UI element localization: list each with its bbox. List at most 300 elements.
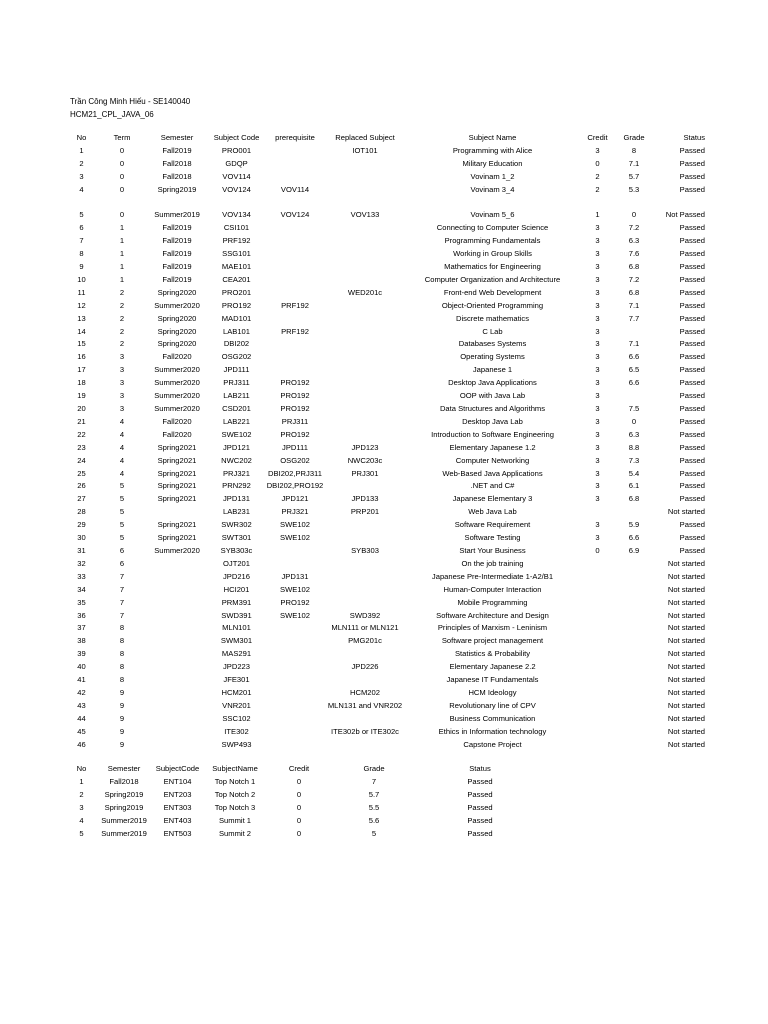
table-cell: .NET and C# (470, 481, 515, 491)
table-cell: 3 (595, 339, 600, 349)
table-cell: 8 (119, 662, 125, 672)
table-cell: Summer2020 (154, 404, 200, 414)
table-cell: Object-Oriented Programming (441, 300, 544, 310)
table-cell: Business Communication (449, 713, 536, 723)
table-cell: JPD131 (281, 571, 309, 581)
table-row (65, 338, 705, 351)
table-cell: JPD121 (222, 442, 251, 452)
table-cell: Software Architecture and Design (436, 610, 549, 620)
table-cell: VNR201 (222, 700, 251, 710)
table-cell: Passed (679, 494, 705, 504)
table-cell: Passed (679, 378, 705, 388)
table-cell: Elementary Japanese 1.2 (449, 442, 536, 452)
table-cell: 2 (79, 158, 84, 168)
table-cell: NWC203c (347, 455, 383, 465)
table-row (65, 364, 705, 377)
table-cell: SWE102 (280, 584, 310, 594)
table-cell: 37 (77, 623, 86, 633)
table-cell: JPD133 (351, 494, 379, 504)
table-cell: 7.6 (628, 249, 640, 259)
table-cell: PRO192 (280, 429, 310, 439)
table-cell: 3 (119, 404, 125, 414)
table-cell: SWD391 (221, 610, 252, 620)
table-cell: 3 (595, 249, 600, 259)
table-cell: Passed (679, 468, 705, 478)
table-cell: 9 (119, 726, 125, 736)
table-cell: Software Testing (464, 533, 521, 543)
table-cell: PRN292 (222, 481, 251, 491)
table-cell: 8 (631, 145, 637, 155)
table-cell: Computer Organization and Architecture (424, 274, 561, 284)
table-cell (615, 326, 653, 339)
table-cell (146, 597, 208, 610)
table-cell (265, 726, 325, 739)
class-code: HCM21_CPL_JAVA_06 (70, 109, 154, 119)
table-cell: Passed (679, 365, 705, 375)
table-row (65, 222, 705, 235)
table-cell: Top Notch 3 (214, 802, 256, 812)
table-cell: 7 (119, 571, 125, 581)
table-cell: CSD201 (222, 404, 251, 414)
table-cell: MAD101 (221, 313, 252, 323)
table-cell: PRJ311 (281, 416, 309, 426)
table-cell (265, 674, 325, 687)
table-cell: PRO201 (221, 287, 252, 297)
table-cell: 3 (595, 313, 600, 323)
table-cell: Passed (679, 262, 705, 272)
table-cell: 18 (77, 378, 86, 388)
table-cell: Desktop Java Lab (462, 416, 523, 426)
table-cell: Passed (679, 184, 705, 194)
table-cell: 6.8 (628, 262, 640, 272)
table-cell: 39 (77, 649, 86, 659)
table-cell: 3 (119, 352, 125, 362)
table-row (65, 661, 705, 674)
table-cell: Passed (679, 533, 705, 543)
table-cell: Fall2018 (162, 158, 192, 168)
table-cell: Spring2019 (157, 184, 197, 194)
table-cell: Human-Computer Interaction (443, 584, 542, 594)
table-cell: 7.7 (628, 313, 640, 323)
table-cell: PRO192 (280, 404, 310, 414)
table-cell (265, 274, 325, 287)
table-cell: 0 (119, 158, 125, 168)
table-row (65, 493, 705, 506)
table-cell: Operating Systems (460, 352, 525, 362)
table-cell: JFE301 (223, 675, 250, 685)
table-cell: 5.9 (628, 520, 640, 530)
table-cell: 5 (119, 494, 125, 504)
table-cell: 4 (79, 815, 84, 825)
table-cell: Passed (679, 416, 705, 426)
table-row (65, 145, 705, 158)
table-row (65, 442, 705, 455)
table-cell: 46 (77, 739, 86, 749)
table-cell: Passed (679, 442, 705, 452)
table-cell: 3 (595, 236, 600, 246)
table-cell: Introduction to Software Engineering (431, 429, 554, 439)
table-cell: Not started (667, 610, 705, 620)
table-cell: VOV134 (222, 210, 251, 220)
table-cell: PRO192 (280, 378, 310, 388)
table-cell: 9 (119, 713, 125, 723)
table-cell: 32 (77, 558, 86, 568)
table-cell: PRO192 (221, 300, 252, 310)
table-cell (325, 184, 405, 197)
table-cell: Fall2020 (162, 416, 192, 426)
table-cell (265, 713, 325, 726)
table-cell: 3 (595, 404, 600, 414)
table-cell: Passed (679, 223, 705, 233)
table-cell (580, 674, 615, 687)
table-row (65, 726, 705, 739)
table-cell: 7.2 (628, 223, 640, 233)
table-cell (580, 700, 615, 713)
table-cell: 3 (119, 391, 125, 401)
table-cell: Passed (679, 404, 705, 414)
table-cell (325, 377, 405, 390)
table-cell (580, 687, 615, 700)
table-cell (265, 261, 325, 274)
table-cell: 2 (119, 326, 125, 336)
column-header: Credit (587, 133, 608, 142)
table-cell: 2 (119, 339, 125, 349)
table-cell: Fall2020 (162, 352, 192, 362)
table-cell (265, 545, 325, 558)
table-cell (615, 622, 653, 635)
table-cell: PRJ321 (222, 468, 251, 478)
table-cell: 6 (119, 545, 125, 555)
table-cell: 12 (77, 300, 86, 310)
table-cell: Summer2019 (101, 815, 147, 825)
table-cell: JPD131 (222, 494, 251, 504)
table-cell: 14 (77, 326, 86, 336)
table-cell: Spring2021 (157, 533, 197, 543)
table-cell: 3 (595, 429, 600, 439)
table-cell: 3 (595, 481, 600, 491)
table-cell: ENT403 (163, 815, 192, 825)
table-cell (265, 145, 325, 158)
table-cell: Statistics & Probability (454, 649, 531, 659)
column-header: Term (113, 133, 131, 142)
table-cell: ENT503 (163, 828, 192, 838)
table-cell (615, 390, 653, 403)
table-row (65, 184, 705, 197)
table-cell: 2 (595, 171, 600, 181)
table-cell: Passed (679, 352, 705, 362)
table-cell: Passed (679, 287, 705, 297)
column-header: No (76, 133, 87, 142)
table-cell (146, 661, 208, 674)
table-cell: Japanese Elementary 3 (452, 494, 533, 504)
table-cell: 26 (77, 481, 86, 491)
table-row (65, 429, 705, 442)
table-cell: Not Passed (665, 210, 705, 220)
table-cell: 3 (595, 326, 600, 336)
table-row (65, 776, 545, 789)
table-cell: 3 (595, 300, 600, 310)
table-cell: 0 (119, 145, 125, 155)
table-cell: SWM301 (220, 636, 253, 646)
table-cell: Summit 1 (218, 815, 252, 825)
table-cell: 5.4 (628, 468, 640, 478)
table-cell: Not started (667, 700, 705, 710)
english-table (65, 763, 545, 840)
table-cell: Not started (667, 687, 705, 697)
table-cell: ENT104 (163, 776, 192, 786)
table-cell: 5 (79, 210, 84, 220)
table-row (65, 828, 545, 841)
table-cell: Fall2020 (162, 429, 192, 439)
table-cell: 6.6 (628, 533, 640, 543)
table-cell: Start Your Business (459, 545, 526, 555)
table-cell: LAB231 (222, 507, 251, 517)
table-cell: 6.3 (628, 429, 640, 439)
column-header: Grade (623, 133, 645, 142)
spacer-cell (65, 197, 705, 210)
table-cell: Not started (667, 571, 705, 581)
table-cell: 7.3 (628, 455, 640, 465)
table-cell: Mobile Programming (457, 597, 528, 607)
table-cell (615, 648, 653, 661)
table-row (65, 455, 705, 468)
table-cell: Elementary Japanese 2.2 (449, 662, 536, 672)
table-cell: 29 (77, 520, 86, 530)
table-cell: LAB221 (222, 416, 251, 426)
table-cell (265, 622, 325, 635)
table-cell: OSG202 (280, 455, 310, 465)
table-cell: 27 (77, 494, 86, 504)
table-row (65, 351, 705, 364)
table-cell (580, 713, 615, 726)
table-cell: HCM202 (350, 687, 380, 697)
table-row (65, 209, 705, 222)
table-cell: Fall2019 (162, 236, 192, 246)
table-cell (146, 558, 208, 571)
table-cell: PRJ301 (351, 468, 379, 478)
table-cell: Fall2019 (162, 274, 192, 284)
table-cell: PRF192 (222, 236, 251, 246)
table-cell: VOV114 (280, 184, 310, 194)
table-cell: 7.1 (628, 339, 640, 349)
table-cell: 3 (595, 145, 600, 155)
table-cell: 3 (79, 802, 84, 812)
table-cell: VOV124 (280, 210, 310, 220)
table-cell: JPD216 (222, 571, 251, 581)
table-row (65, 674, 705, 687)
table-row (65, 739, 705, 752)
table-cell (146, 726, 208, 739)
table-cell: 16 (77, 352, 86, 362)
table-cell: Top Notch 2 (214, 789, 256, 799)
table-cell (265, 635, 325, 648)
table-cell: 3 (595, 494, 600, 504)
table-row (65, 468, 705, 481)
table-cell: 3 (595, 274, 600, 284)
table-cell: Not started (667, 649, 705, 659)
table-cell: PMG201c (348, 636, 382, 646)
table-cell (146, 674, 208, 687)
table-cell: 5 (119, 481, 125, 491)
table-cell: Passed (467, 815, 493, 825)
table-cell: Vovinam 5_6 (470, 210, 515, 220)
table-cell (265, 171, 325, 184)
table-cell: SWP493 (221, 739, 252, 749)
table-cell (325, 326, 405, 339)
table-cell: 0 (119, 184, 125, 194)
table-cell: 3 (79, 171, 84, 181)
table-cell: Fall2018 (162, 171, 192, 181)
table-cell: LAB101 (222, 326, 251, 336)
table-cell: 17 (77, 365, 86, 375)
table-cell (325, 739, 405, 752)
table-cell: SWE102 (221, 429, 252, 439)
table-cell (265, 287, 325, 300)
table-row (65, 610, 705, 623)
table-cell: Passed (679, 455, 705, 465)
table-cell: 3 (119, 378, 125, 388)
table-cell: 15 (77, 339, 86, 349)
column-header: Subject Name (468, 133, 517, 142)
table-cell: 0 (296, 776, 302, 786)
table-row (65, 700, 705, 713)
table-cell: 4 (119, 416, 125, 426)
table-cell: JPD111 (223, 365, 250, 375)
table-cell: Passed (467, 802, 493, 812)
table-cell (146, 635, 208, 648)
table-row (65, 300, 705, 313)
table-cell: 36 (77, 610, 86, 620)
table-cell: 8 (119, 636, 125, 646)
student-name-id: Trần Công Minh Hiếu - SE140040 (70, 97, 191, 106)
table-cell: PRO192 (280, 391, 310, 401)
table-cell: 8 (119, 623, 125, 633)
table-cell: 5 (119, 507, 125, 517)
table-cell (325, 261, 405, 274)
table-cell: 5.7 (368, 789, 380, 799)
table-cell: Spring2021 (157, 455, 197, 465)
table-cell: 1 (119, 223, 125, 233)
table-cell (325, 674, 405, 687)
table-cell (265, 235, 325, 248)
table-row (65, 326, 705, 339)
table-cell: HCI201 (223, 584, 250, 594)
table-cell: Fall2019 (162, 249, 192, 259)
table-cell: 20 (77, 404, 86, 414)
table-cell: 3 (595, 468, 600, 478)
table-cell: Military Education (462, 158, 523, 168)
table-cell: 6 (79, 223, 84, 233)
table-cell (615, 558, 653, 571)
table-cell: 33 (77, 571, 86, 581)
table-cell: Passed (467, 776, 493, 786)
table-cell: 3 (595, 262, 600, 272)
table-cell (146, 571, 208, 584)
table-cell: OOP with Java Lab (459, 391, 526, 401)
table-row (65, 532, 705, 545)
table-cell: Not started (667, 713, 705, 723)
table-cell (580, 558, 615, 571)
table-cell: SYB303 (351, 545, 379, 555)
table-cell: 1 (595, 210, 600, 220)
table-cell (265, 222, 325, 235)
table-cell: Spring2020 (157, 339, 197, 349)
table-cell: JPD111 (282, 442, 308, 452)
table-cell: Spring2019 (104, 802, 144, 812)
table-cell: 5 (79, 828, 84, 838)
table-cell: Vovinam 1_2 (470, 171, 515, 181)
table-cell (325, 235, 405, 248)
table-cell: 7 (119, 597, 125, 607)
table-cell: 0 (631, 210, 637, 220)
table-cell: Fall2019 (162, 223, 192, 233)
table-cell: Discrete mathematics (455, 313, 529, 323)
table-cell: Japanese IT Fundamentals (446, 675, 539, 685)
table-cell: 9 (79, 262, 84, 272)
table-cell: 1 (79, 145, 84, 155)
table-cell: Passed (679, 520, 705, 530)
table-cell: 7 (371, 776, 377, 786)
table-cell (325, 597, 405, 610)
table-cell: 25 (77, 468, 86, 478)
table-cell: Passed (679, 545, 705, 555)
column-header: Status (469, 764, 491, 773)
table-cell (146, 687, 208, 700)
table-cell (615, 674, 653, 687)
table-cell: Revolutionary line of CPV (449, 700, 536, 710)
table-cell: Summer2020 (154, 391, 200, 401)
table-cell: Data Structures and Algorithms (439, 404, 546, 414)
table-cell: Spring2021 (157, 468, 197, 478)
table-cell: C Lab (482, 326, 503, 336)
table-cell (325, 313, 405, 326)
table-cell: MLN131 and VNR202 (327, 700, 403, 710)
table-cell (146, 584, 208, 597)
table-cell: OJT201 (222, 558, 250, 568)
table-cell: 40 (77, 662, 86, 672)
table-cell: 4 (79, 184, 84, 194)
student-header (70, 96, 190, 121)
table-cell: 5.3 (628, 184, 640, 194)
table-cell: DBI202,PRJ311 (268, 468, 322, 478)
table-cell (325, 351, 405, 364)
column-header: SubjectName (212, 764, 258, 773)
table-row (65, 390, 705, 403)
table-cell (580, 597, 615, 610)
table-cell: 3 (595, 533, 600, 543)
table-cell (265, 338, 325, 351)
table-cell: SWE102 (280, 533, 310, 543)
table-cell: Ethics in Information technology (438, 726, 547, 736)
table-cell: Passed (679, 481, 705, 491)
table-cell: JPD226 (351, 662, 379, 672)
course-table (65, 132, 705, 751)
table-cell: 5.6 (368, 815, 380, 825)
table-cell: 5.7 (628, 171, 640, 181)
table-cell: SWD392 (349, 610, 381, 620)
table-row (65, 571, 705, 584)
table-row (65, 802, 545, 815)
table-cell: SWT301 (221, 533, 252, 543)
table-cell: Spring2020 (157, 287, 197, 297)
table-row (65, 545, 705, 558)
table-cell: Working in Group Skills (453, 249, 532, 259)
table-cell (615, 610, 653, 623)
table-cell: JPD123 (351, 442, 379, 452)
table-cell (325, 532, 405, 545)
table-cell: Spring2021 (157, 520, 197, 530)
table-cell (580, 506, 615, 519)
